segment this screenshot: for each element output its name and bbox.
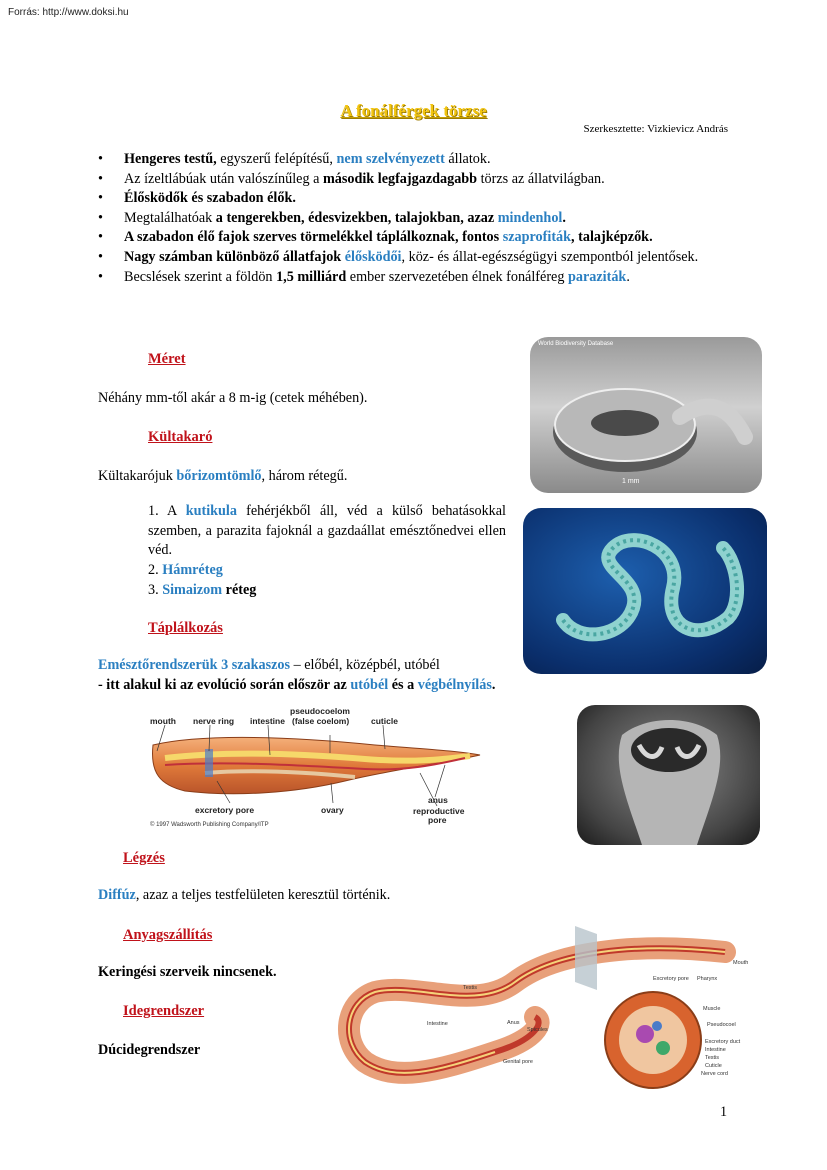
anatomy-label-muscle: Muscle [703,1006,721,1012]
transport-text: Keringési szerveik nincsenek. [98,964,277,980]
source-url: Forrás: http://www.doksi.hu [8,7,129,18]
cover-layer-2: 2. Hámréteg [148,562,223,578]
intro-bullet: • Az ízeltlábúak után valószínűleg a második legfajgazdagabb törzs az állatvilágban. [98,170,728,190]
diagram-label-reproductive: reproductive [413,806,465,816]
nervous-text: Dúcidegrendszer [98,1042,201,1058]
intro-bullet: • Hengeres testű, egyszerű felépítésű, nem szelvényezett állatok. [98,150,728,170]
section-heading-transport: Anyagszállítás [123,927,213,943]
sem-photo-worm-head [577,705,760,845]
diagram-copyright: © 1997 Wadsworth Publishing Company/ITP [150,822,269,828]
cover-layer-1: 1. A kutikula fehérjékből áll, véd a külső behatásokkal szemben, a parazita fajoknál a gazdaállat emésztőnedvei ellen véd. [148,503,506,559]
anatomy-label-excretory-duct: Excretory duct [705,1039,741,1045]
micro-photo-blue-worm [523,508,767,674]
author-line: Szerkesztette: Vizkievicz András [583,123,728,135]
anatomy-label-intestine: Intestine [427,1021,448,1027]
diagram-label-intestine: intestine [250,716,285,726]
diagram-label-false-coelom: (false coelom) [292,716,350,726]
intro-bullet: • A szabadon élő fajok szerves törmelékkel táplálkoznak, fontos szaprofiták, talajképzők. [98,228,728,248]
intro-bullet-list [98,150,728,287]
photo1-caption: World Biodiversity Database [538,341,614,347]
intro-bullet: • Nagy számban különböző állatfajok élősködői, köz- és állat-egészségügyi szempontból jelentősek. [98,248,728,268]
section-heading-breathing: Légzés [123,850,165,866]
anatomy-label-testis: Testis [463,985,478,991]
anatomy-label-mouth: Mouth [733,960,749,966]
diagram-label-ovary: ovary [321,805,344,815]
sem-photo-coiled-worm [530,337,762,493]
diagram-label-pseudocoelom: pseudocoelom [290,706,350,716]
anatomy-label-excretory-pore: Excretory pore [653,976,689,982]
diagram-label-cuticle: cuticle [371,716,398,726]
nematode-anatomy-illustration [335,922,775,1092]
intro-bullet: • Megtalálhatóak a tengerekben, édesvizekben, talajokban, azaz mindenhol. [98,209,728,229]
page-title: A fonálférgek törzse [340,101,487,120]
diagram-label-excretory-pore: excretory pore [195,805,255,815]
nutrition-line-1: Emésztőrendszerük 3 szakaszos – előbél, középbél, utóbél [98,657,440,673]
anatomy-label-pharynx: Pharynx [697,976,718,982]
section-heading-nervous: Idegrendszer [123,1003,205,1019]
anatomy-label-intestine-section: Intestine [705,1047,726,1053]
nutrition-line-2: - itt alakul ki az evolúció során először az utóbél és a végbélnyílás. [98,677,496,693]
diagram-label-pore: pore [428,815,447,825]
cover-layer-3: 3. Simaizom réteg [148,582,257,598]
anatomy-label-genital-pore: Genital pore [503,1059,533,1065]
anatomy-label-spicules: Spicules [527,1027,548,1033]
breathing-text: Diffúz, azaz a teljes testfelületen keresztül történik. [98,887,391,903]
anatomy-label-cuticle: Cuticle [705,1063,722,1069]
section-heading-cover: Kültakaró [148,429,213,445]
intro-bullet: • Élősködők és szabadon élők. [98,189,728,209]
section-heading-size: Méret [148,351,186,367]
photo1-scale: 1 mm [622,478,640,485]
anatomy-label-nerve-cord: Nerve cord [701,1071,728,1077]
intro-bullet: • Becslések szerint a földön 1,5 milliárd ember szervezetében élnek fonálféreg paraziták. [98,268,728,288]
section-heading-nutrition: Táplálkozás [148,620,223,636]
size-text: Néhány mm-től akár a 8 m-ig (cetek méhében). [98,390,368,406]
diagram-label-nerve-ring: nerve ring [193,716,235,726]
anatomy-label-testis-section: Testis [705,1055,720,1061]
nematode-diagram [145,703,490,828]
diagram-label-anus: anus [428,795,448,805]
page-number: 1 [720,1104,728,1120]
anatomy-label-anus: Anus [507,1020,520,1026]
anatomy-label-pseudocoel: Pseudocoel [707,1022,736,1028]
cover-text: Kültakarójuk bőrizomtömlő, három rétegű. [98,468,348,484]
diagram-label-mouth: mouth [150,716,176,726]
